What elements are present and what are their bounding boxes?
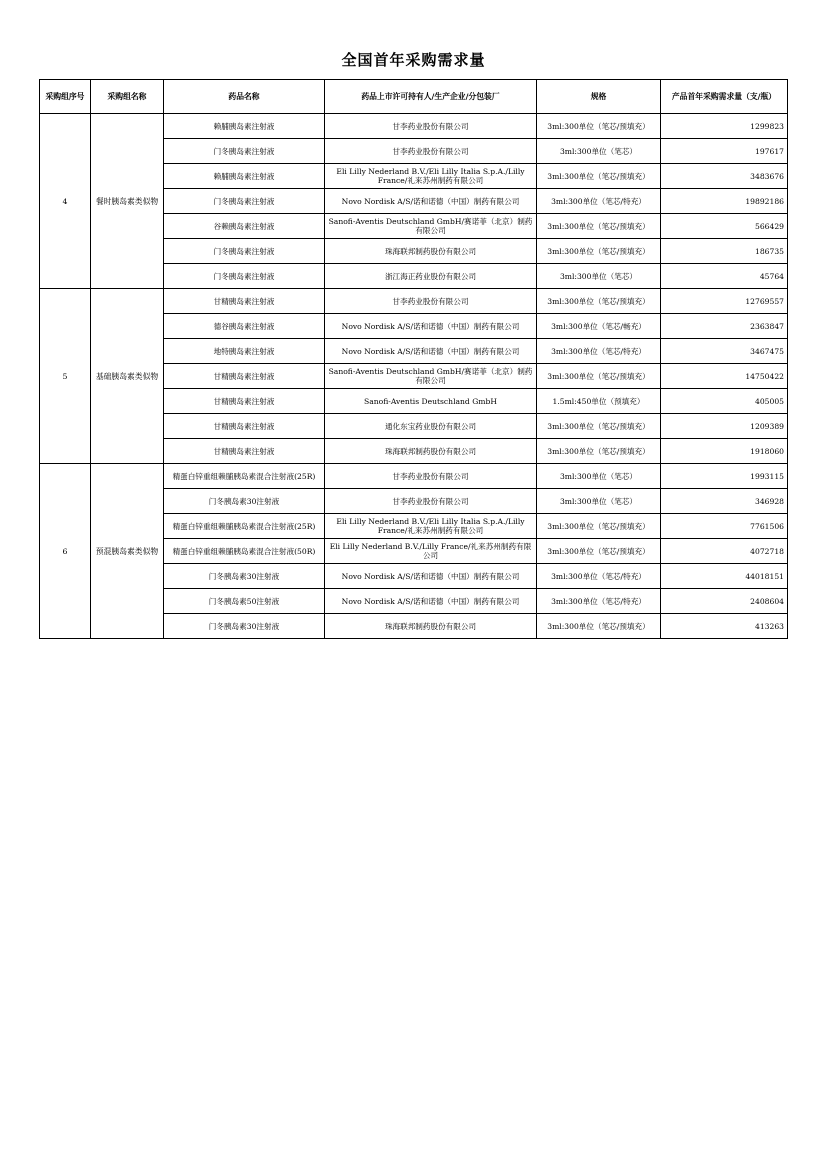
company-cell: 通化东宝药业股份有限公司: [325, 414, 537, 439]
quantity-cell: 4072718: [661, 539, 788, 564]
spec-cell: 3ml:300单位（笔芯/预填充）: [537, 289, 661, 314]
quantity-cell: 197617: [661, 139, 788, 164]
group-no-cell: 6: [40, 464, 91, 639]
spec-cell: 3ml:300单位（笔芯/预填充）: [537, 539, 661, 564]
drug-name-cell: 门冬胰岛素30注射液: [164, 614, 325, 639]
header-group-no: 采购组序号: [40, 80, 91, 114]
table-row: [40, 289, 788, 314]
group-no-cell: 4: [40, 114, 91, 289]
drug-name-cell: 门冬胰岛素50注射液: [164, 589, 325, 614]
spec-cell: 1.5ml:450单位（预填充）: [537, 389, 661, 414]
company-cell: Eli Lilly Nederland B.V./Eli Lilly Italia S.p.A./Lilly France/礼来苏州制药有限公司: [325, 164, 537, 189]
drug-name-cell: 精蛋白锌重组赖脯胰岛素混合注射液(25R): [164, 514, 325, 539]
spec-cell: 3ml:300单位（笔芯/特充）: [537, 589, 661, 614]
company-cell: Sanofi-Aventis Deutschland GmbH/赛诺菲（北京）制药有限公司: [325, 364, 537, 389]
spec-cell: 3ml:300单位（笔芯/预填充）: [537, 439, 661, 464]
spec-cell: 3ml:300单位（笔芯/预填充）: [537, 239, 661, 264]
drug-name-cell: 谷赖胰岛素注射液: [164, 214, 325, 239]
group-no-cell: 5: [40, 289, 91, 464]
company-cell: 珠海联邦制药股份有限公司: [325, 439, 537, 464]
page-title: 全国首年采购需求量: [341, 51, 486, 69]
quantity-cell: 12769557: [661, 289, 788, 314]
spec-cell: 3ml:300单位（笔芯/特充）: [537, 564, 661, 589]
company-cell: 甘李药业股份有限公司: [325, 464, 537, 489]
quantity-cell: 186735: [661, 239, 788, 264]
quantity-cell: 1918060: [661, 439, 788, 464]
drug-name-cell: 门冬胰岛素注射液: [164, 139, 325, 164]
drug-name-cell: 甘精胰岛素注射液: [164, 389, 325, 414]
quantity-cell: 7761506: [661, 514, 788, 539]
spec-cell: 3ml:300单位（笔芯）: [537, 489, 661, 514]
drug-name-cell: 甘精胰岛素注射液: [164, 414, 325, 439]
table-row: [40, 114, 788, 139]
company-cell: 甘李药业股份有限公司: [325, 289, 537, 314]
header-group-name: 采购组名称: [91, 80, 164, 114]
header-spec: 规格: [537, 80, 661, 114]
drug-name-cell: 门冬胰岛素注射液: [164, 189, 325, 214]
company-cell: 浙江海正药业股份有限公司: [325, 264, 537, 289]
drug-name-cell: 门冬胰岛素30注射液: [164, 564, 325, 589]
drug-name-cell: 精蛋白锌重组赖脯胰岛素混合注射液(50R): [164, 539, 325, 564]
company-cell: Sanofi-Aventis Deutschland GmbH: [325, 389, 537, 414]
quantity-cell: 3483676: [661, 164, 788, 189]
company-cell: Eli Lilly Nederland B.V./Eli Lilly Italia S.p.A./Lilly France/礼来苏州制药有限公司: [325, 514, 537, 539]
spec-cell: 3ml:300单位（笔芯/特充）: [537, 339, 661, 364]
spec-cell: 3ml:300单位（笔芯/预填充）: [537, 164, 661, 189]
quantity-cell: 44018151: [661, 564, 788, 589]
quantity-cell: 3467475: [661, 339, 788, 364]
company-cell: Eli Lilly Nederland B.V./Lilly France/礼来苏州制药有限公司: [325, 539, 537, 564]
drug-name-cell: 门冬胰岛素注射液: [164, 239, 325, 264]
company-cell: 珠海联邦制药股份有限公司: [325, 614, 537, 639]
spec-cell: 3ml:300单位（笔芯）: [537, 464, 661, 489]
drug-name-cell: 门冬胰岛素注射液: [164, 264, 325, 289]
spec-cell: 3ml:300单位（笔芯）: [537, 139, 661, 164]
company-cell: Sanofi-Aventis Deutschland GmbH/赛诺菲（北京）制药有限公司: [325, 214, 537, 239]
drug-name-cell: 赖脯胰岛素注射液: [164, 114, 325, 139]
company-cell: 甘李药业股份有限公司: [325, 139, 537, 164]
header-quantity: 产品首年采购需求量（支/瓶）: [661, 80, 788, 114]
spec-cell: 3ml:300单位（笔芯/预填充）: [537, 114, 661, 139]
spec-cell: 3ml:300单位（笔芯/预填充）: [537, 414, 661, 439]
quantity-cell: 346928: [661, 489, 788, 514]
quantity-cell: 19892186: [661, 189, 788, 214]
company-cell: Novo Nordisk A/S/诺和诺德（中国）制药有限公司: [325, 589, 537, 614]
drug-name-cell: 赖脯胰岛素注射液: [164, 164, 325, 189]
group-name-cell: 基础胰岛素类似物: [91, 289, 164, 464]
quantity-cell: 14750422: [661, 364, 788, 389]
quantity-cell: 2408604: [661, 589, 788, 614]
header-drug-name: 药品名称: [164, 80, 325, 114]
drug-name-cell: 德谷胰岛素注射液: [164, 314, 325, 339]
header-company: 药品上市许可持有人/生产企业/分包装厂: [325, 80, 537, 114]
spec-cell: 3ml:300单位（笔芯/特充）: [537, 189, 661, 214]
company-cell: Novo Nordisk A/S/诺和诺德（中国）制药有限公司: [325, 339, 537, 364]
group-name-cell: 餐时胰岛素类似物: [91, 114, 164, 289]
quantity-cell: 2363847: [661, 314, 788, 339]
quantity-cell: 1299823: [661, 114, 788, 139]
spec-cell: 3ml:300单位（笔芯）: [537, 264, 661, 289]
spec-cell: 3ml:300单位（笔芯/预填充）: [537, 364, 661, 389]
company-cell: Novo Nordisk A/S/诺和诺德（中国）制药有限公司: [325, 564, 537, 589]
drug-name-cell: 门冬胰岛素30注射液: [164, 489, 325, 514]
quantity-cell: 45764: [661, 264, 788, 289]
group-name-cell: 预混胰岛素类似物: [91, 464, 164, 639]
company-cell: 甘李药业股份有限公司: [325, 114, 537, 139]
drug-name-cell: 甘精胰岛素注射液: [164, 364, 325, 389]
drug-name-cell: 甘精胰岛素注射液: [164, 289, 325, 314]
quantity-cell: 566429: [661, 214, 788, 239]
quantity-cell: 1993115: [661, 464, 788, 489]
spec-cell: 3ml:300单位（笔芯/预填充）: [537, 614, 661, 639]
spec-cell: 3ml:300单位（笔芯/预填充）: [537, 214, 661, 239]
quantity-cell: 413263: [661, 614, 788, 639]
company-cell: 甘李药业股份有限公司: [325, 489, 537, 514]
company-cell: Novo Nordisk A/S/诺和诺德（中国）制药有限公司: [325, 314, 537, 339]
drug-name-cell: 地特胰岛素注射液: [164, 339, 325, 364]
table-row: [40, 464, 788, 489]
table-header-row: [40, 80, 788, 114]
drug-name-cell: 甘精胰岛素注射液: [164, 439, 325, 464]
spec-cell: 3ml:300单位（笔芯/畅充）: [537, 314, 661, 339]
drug-name-cell: 精蛋白锌重组赖脯胰岛素混合注射液(25R): [164, 464, 325, 489]
quantity-cell: 1209389: [661, 414, 788, 439]
company-cell: 珠海联邦制药股份有限公司: [325, 239, 537, 264]
procurement-table: [39, 79, 788, 639]
quantity-cell: 405005: [661, 389, 788, 414]
spec-cell: 3ml:300单位（笔芯/预填充）: [537, 514, 661, 539]
company-cell: Novo Nordisk A/S/诺和诺德（中国）制药有限公司: [325, 189, 537, 214]
